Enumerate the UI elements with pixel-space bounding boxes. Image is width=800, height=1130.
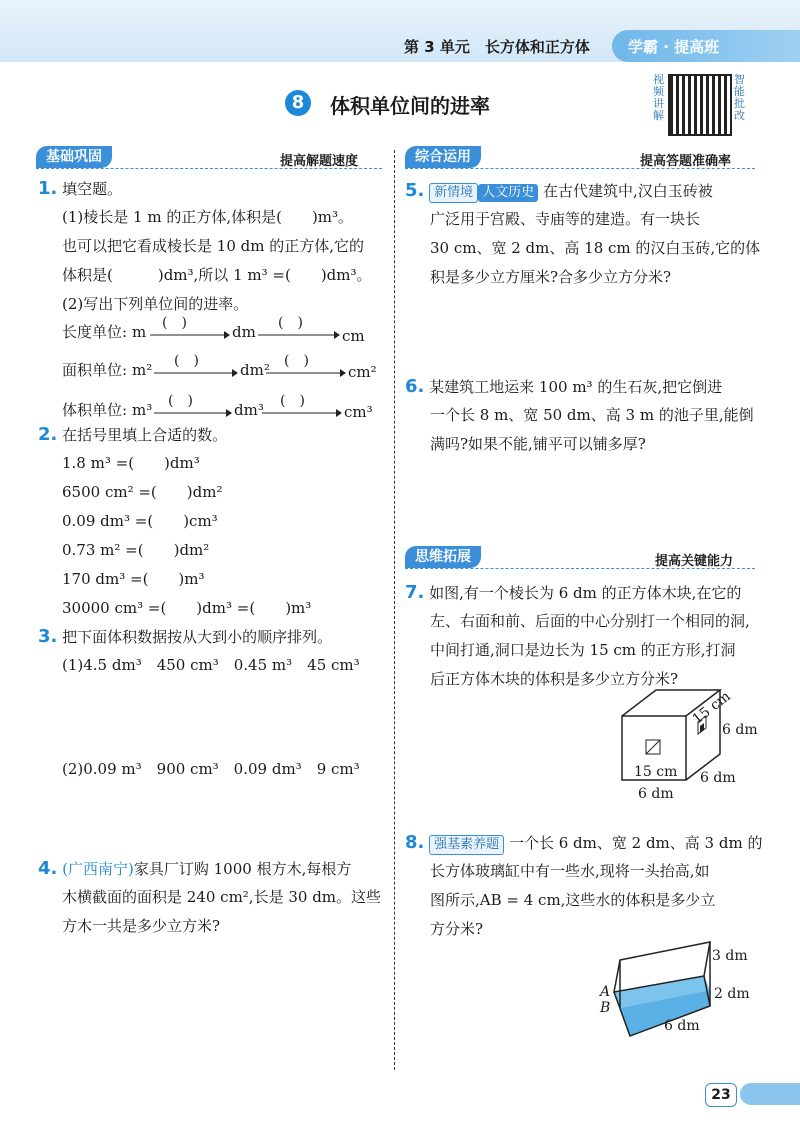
q2-item: 170 dm³ =( )m³ (62, 570, 205, 588)
section-comprehensive: 综合运用 (405, 146, 481, 168)
question-1 (38, 174, 122, 204)
q8-number: 8. (405, 832, 425, 853)
q2-title: 在括号里填上合适的数。 (62, 426, 228, 444)
q7-line-2: 左、右面和前、后面的中心分别打一个相同的洞, (430, 612, 750, 630)
q3-number: 3. (38, 626, 58, 647)
area-blank-2[interactable]: ( ) (284, 353, 309, 369)
volume-blank-1[interactable]: ( ) (168, 393, 193, 409)
area-blank-1[interactable]: ( ) (174, 353, 199, 369)
q2-item: 1.8 m³ =( )dm³ (62, 454, 200, 472)
q4-line-3: 方木一共是多少立方米? (62, 917, 221, 935)
q7-line-3: 中间打通,洞口是边长为 15 cm 的正方形,打洞 (430, 641, 736, 659)
question-5 (405, 176, 713, 206)
q5-tag-history: 人文历史 (478, 184, 538, 202)
question-7 (405, 578, 741, 608)
length-u2: dm (232, 323, 256, 341)
area-u3: cm² (348, 363, 377, 381)
page-bar (740, 1083, 800, 1105)
section-basic: 基础巩固 (36, 146, 112, 168)
q1-line-1: (1)棱长是 1 m 的正方体,体积是( )m³。 (62, 208, 354, 226)
qr-left-label: 视频讲解 (653, 73, 664, 122)
arrow-icon (262, 408, 342, 418)
q7-fig-hole-front: 15 cm (634, 764, 678, 780)
q5-tag-new: 新情境 (429, 183, 478, 203)
q8-tag: 强基素养题 (429, 835, 504, 855)
area-u1: m² (132, 361, 153, 379)
q7-fig-hole-top: 15 cm (689, 688, 734, 728)
q5-line-1: 在古代建筑中,汉白玉砖被 (542, 182, 713, 200)
volume-u1: m³ (132, 401, 153, 419)
arrow-icon (154, 408, 232, 418)
volume-u2: dm³ (234, 401, 264, 419)
volume-u3: cm³ (344, 403, 373, 421)
q1-title: 填空题。 (62, 180, 123, 198)
unit-title: 第 3 单元 长方体和正方体 (404, 38, 590, 56)
length-label: 长度单位: (62, 323, 128, 341)
q8-line-4: 方分米? (430, 920, 484, 938)
arrow-icon (258, 330, 340, 340)
section-comprehensive-line (405, 168, 755, 169)
q1-number: 1. (38, 178, 58, 199)
q2-item: 30000 cm³ =( )dm³ =( )m³ (62, 599, 312, 617)
q5-line-4: 积是多少立方厘米?合多少立方分米? (430, 268, 672, 286)
q7-line-4: 后正方体木块的体积是多少立方分米? (430, 670, 679, 688)
q3-title: 把下面体积数据按从大到小的顺序排列。 (62, 628, 333, 646)
question-8 (405, 828, 762, 858)
q6-line-2: 一个长 8 m、宽 50 dm、高 3 m 的池子里,能倒 (430, 406, 754, 424)
length-u1: m (132, 323, 147, 341)
cube-figure (600, 686, 770, 806)
volume-label: 体积单位: (62, 401, 128, 419)
qr-code[interactable] (668, 74, 732, 136)
tank-figure (600, 940, 720, 1040)
q4-number: 4. (38, 858, 58, 879)
q8-fig-width: 2 dm (714, 986, 750, 1002)
section-basic-sub: 提高解题速度 (280, 154, 359, 169)
q8-line-1: 一个长 6 dm、宽 2 dm、高 3 dm 的 (508, 834, 763, 852)
arrow-icon (266, 368, 346, 378)
q8-fig-height: 3 dm (712, 948, 748, 964)
q1-line-3: 体积是( )dm³,所以 1 m³ =( )dm³。 (62, 266, 372, 284)
q6-line-3: 满吗?如果不能,铺平可以铺多厚? (430, 435, 646, 453)
lesson-number: 8 (285, 90, 311, 116)
q2-number: 2. (38, 424, 58, 445)
question-4 (38, 854, 351, 884)
q7-fig-bottom: 6 dm (638, 786, 674, 802)
q7-number: 7. (405, 582, 425, 603)
q7-fig-right: 6 dm (722, 722, 758, 738)
section-thinking-line (405, 568, 755, 569)
section-thinking: 思维拓展 (405, 546, 481, 568)
area-label: 面积单位: (62, 361, 128, 379)
section-basic-line (36, 168, 382, 169)
q3-part-2: (2)0.09 m³ 900 cm³ 0.09 dm³ 9 cm³ (62, 760, 360, 778)
q7-line-1: 如图,有一个棱长为 6 dm 的正方体木块,在它的 (429, 584, 742, 602)
question-2 (38, 420, 227, 450)
length-blank-1[interactable]: ( ) (162, 315, 187, 331)
area-u2: dm² (240, 361, 270, 379)
q4-region: (广西南宁) (62, 860, 134, 878)
q1-line-2: 也可以把它看成棱长是 10 dm 的正方体,它的 (62, 237, 364, 255)
volume-blank-2[interactable]: ( ) (280, 393, 305, 409)
q3-part-1: (1)4.5 dm³ 450 cm³ 0.45 m³ 45 cm³ (62, 656, 360, 674)
front-hole-diagonal (646, 740, 660, 754)
q4-line-1: 家具厂订购 1000 根方木,每根方 (133, 860, 352, 878)
q8-fig-length: 6 dm (664, 1018, 700, 1034)
q5-number: 5. (405, 180, 425, 201)
arrow-icon (154, 368, 238, 378)
q7-fig-depth: 6 dm (700, 770, 736, 786)
question-6 (405, 372, 722, 402)
q6-number: 6. (405, 376, 425, 397)
length-blank-2[interactable]: ( ) (278, 315, 303, 331)
q8-line-3: 图所示,AB = 4 cm,这些水的体积是多少立 (430, 891, 716, 909)
column-divider (394, 150, 395, 1070)
arrow-icon (150, 330, 230, 340)
q8-fig-point-b: B (600, 1000, 611, 1016)
q6-line-1: 某建筑工地运来 100 m³ 的生石灰,把它倒进 (429, 378, 723, 396)
q5-line-3: 30 cm、宽 2 dm、高 18 cm 的汉白玉砖,它的体 (430, 239, 761, 257)
section-thinking-sub: 提高关键能力 (655, 554, 734, 569)
q1-line-4: (2)写出下列单位间的进率。 (62, 295, 249, 313)
q5-line-2: 广泛用于宫殿、寺庙等的建造。有一块长 (430, 210, 701, 228)
page-number: 23 (705, 1083, 737, 1107)
qr-right-label: 智能批改 (734, 73, 745, 122)
q4-line-2: 木横截面的面积是 240 cm²,长是 30 dm。这些 (62, 888, 382, 906)
q8-fig-point-a: A (600, 984, 611, 1000)
brand-label: 学霸 · 提高班 (628, 38, 720, 56)
q2-item: 0.73 m² =( )dm² (62, 541, 210, 559)
question-3 (38, 622, 332, 652)
q2-item: 0.09 dm³ =( )cm³ (62, 512, 218, 530)
length-u3: cm (342, 327, 365, 345)
q8-line-2: 长方体玻璃缸中有一些水,现将一头抬高,如 (430, 862, 710, 880)
q2-item: 6500 cm² =( )dm² (62, 483, 223, 501)
section-comprehensive-sub: 提高答题准确率 (640, 154, 732, 169)
lesson-title: 体积单位间的进率 (330, 94, 490, 118)
